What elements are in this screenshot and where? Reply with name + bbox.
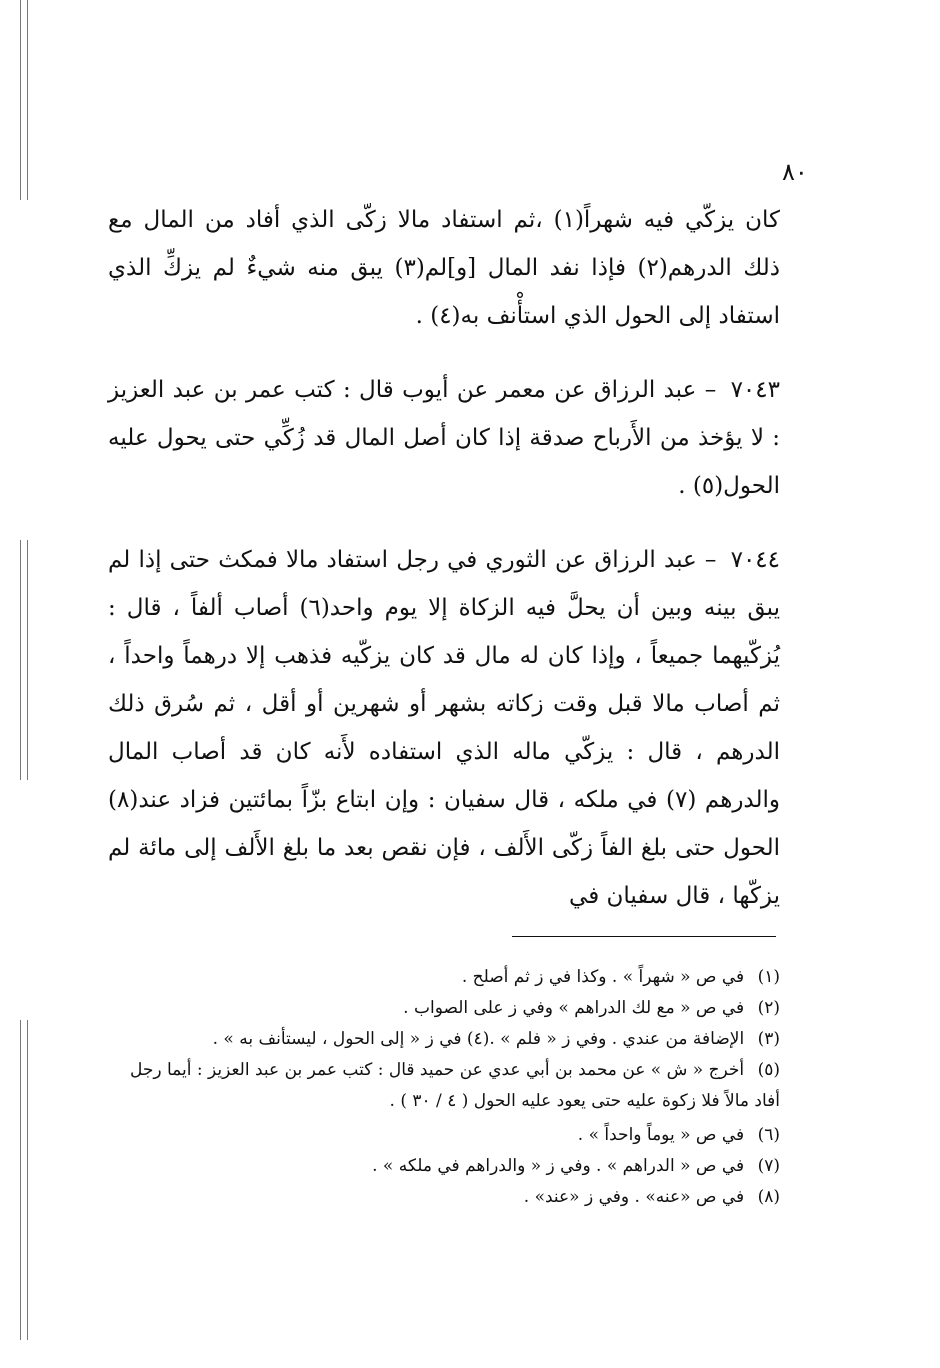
footnote-text: الإضافة من عندي . وفي ز « فلم » .(٤) في ز « إلى الحول ، ليستأنف به » . bbox=[212, 1029, 745, 1049]
footnote-marker: (٢) bbox=[757, 998, 780, 1018]
footnote-marker: (١) bbox=[757, 967, 780, 987]
footnote-marker: (٥) bbox=[757, 1060, 780, 1080]
paragraph-text: – عبد الرزاق عن معمر عن أيوب قال : كتب عمر بن عبد العزيز : لا يؤخذ من الأَرباح صدقة إذا كان أصل المال قد زُكِّي حتى يحول عليه الحول(٥) . bbox=[108, 377, 780, 499]
footnote-text: في ص « يوماً واحداً » . bbox=[577, 1125, 745, 1145]
paragraph bbox=[108, 196, 780, 340]
hadith-number: ٧٠٤٣ bbox=[730, 377, 780, 403]
footnote bbox=[108, 1151, 780, 1182]
scan-margin-line bbox=[20, 0, 28, 200]
scan-margin-line bbox=[20, 1020, 28, 1340]
scan-margin-line bbox=[20, 540, 28, 780]
footnote-marker: (٣) bbox=[757, 1029, 780, 1049]
footnote-text: أخرج « ش » عن محمد بن أبي عدي عن حميد قال : كتب عمر بن عبد العزيز : أيما رجل أفاد مالاً فلا زكوة عليه حتى يعود عليه الحول ( ٤ / ٣٠ ) . bbox=[129, 1060, 780, 1111]
footnote-marker: (٦) bbox=[757, 1125, 780, 1145]
main-text bbox=[108, 196, 780, 920]
footnote-text: في ص « الدراهم » . وفي ز « والدراهم في ملكه » . bbox=[372, 1156, 745, 1176]
footnote-text: في ص « مع لك الدراهم » وفي ز على الصواب . bbox=[403, 998, 745, 1018]
footnote bbox=[108, 993, 780, 1024]
page-number: ٨٠ bbox=[782, 158, 808, 186]
footnote bbox=[108, 1055, 780, 1117]
footnote-marker: (٧) bbox=[757, 1156, 780, 1176]
footnote-divider bbox=[512, 936, 776, 937]
footnote bbox=[108, 1024, 780, 1055]
hadith-number: ٧٠٤٤ bbox=[730, 547, 781, 573]
footnote-text: في ص «عنه» . وفي ز «عند» . bbox=[523, 1187, 745, 1207]
footnotes bbox=[108, 962, 780, 1213]
footnote bbox=[108, 1120, 780, 1151]
footnote-marker: (٨) bbox=[757, 1187, 780, 1207]
footnote-text: في ص « شهراً » . وكذا في ز ثم أصلح . bbox=[461, 967, 745, 987]
footnote bbox=[108, 962, 780, 993]
hadith-paragraph bbox=[108, 366, 780, 510]
hadith-paragraph bbox=[108, 536, 780, 920]
paragraph-text: – عبد الرزاق عن الثوري في رجل استفاد مالا فمكث حتى إذا لم يبق بينه وبين أن يحلَّ فيه الزكاة إلا يوم واحد(٦) أصاب ألفاً ، قال : يُزكّيهما جميعاً ، وإذا كان له مال قد كان يزكّيه فذهب إلا درهماً واحداً ، ثم أصاب مالا قبل وقت زكاته بشهر أو شهرين أو أقل ، ثم سُرق ذلك الدرهم ، قال : يزكّي ماله الذي استفاده لأَنه كان قد أصاب المال والدرهم (٧) في ملكه ، قال سفيان : وإن ابتاع بزّاً بمائتين فزاد عند(٨) الحول حتى بلغ الفاً زكّى الأَلف ، فإن نقص بعد ما بلغ الأَلف إلى مائة لم يزكّها ، قال سفيان في bbox=[108, 547, 781, 909]
paragraph-text: كان يزكّي فيه شهراً(١) ،ثم استفاد مالا زكّى الذي أفاد من المال مع ذلك الدرهم(٢) فإذا نفد المال [و]لم(٣) يبق منه شيءٌ لم يزكِّ الذي استفاد إلى الحول الذي استأْنف به(٤) . bbox=[108, 207, 780, 329]
footnote bbox=[108, 1182, 780, 1213]
